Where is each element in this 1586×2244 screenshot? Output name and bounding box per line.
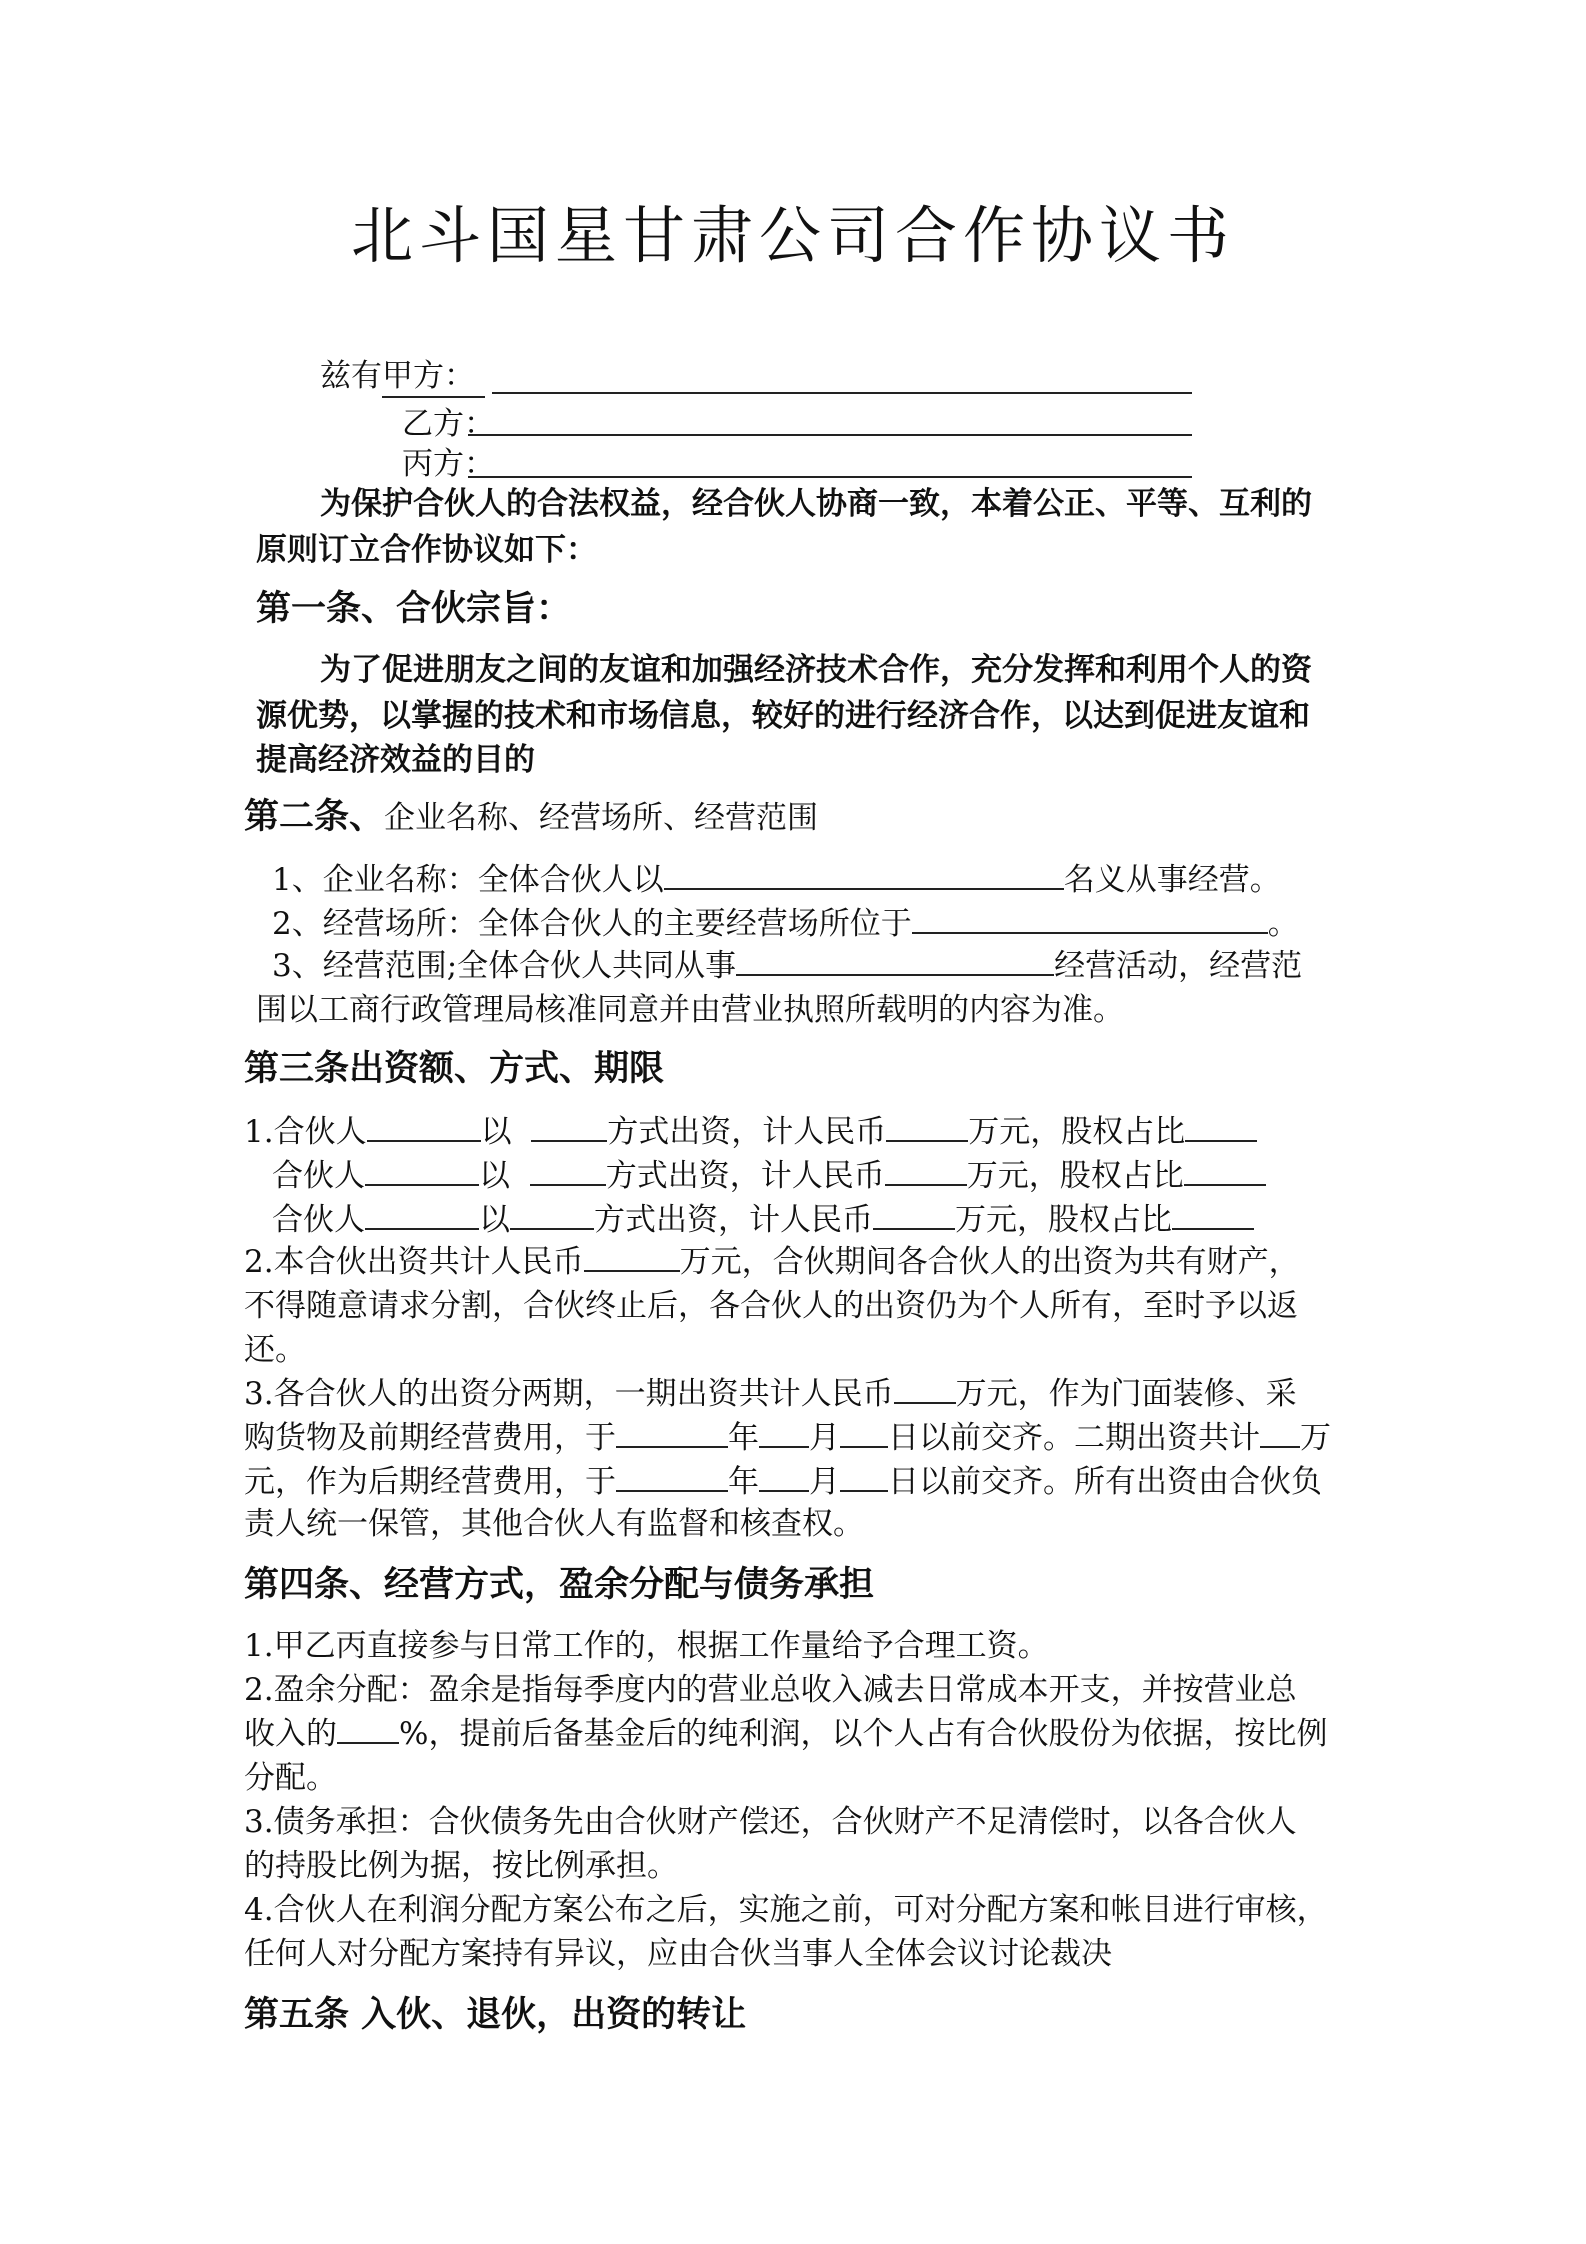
article-3-item-3-l3-b: 日以前交齐。所有出资由合伙负 <box>888 1464 1322 1500</box>
article-2-item-3-b: 经营活动，经营范 <box>1054 948 1303 984</box>
party-a-blank <box>492 392 1192 394</box>
party-b-line <box>402 404 495 444</box>
phase-2-year-blank <box>616 1460 728 1492</box>
phase-2-year: 年 <box>728 1464 759 1500</box>
preamble-line-1: 为保护合伙人的合法权益，经合伙人协商一致，本着公正、平等、互利的 <box>320 486 1312 522</box>
article-1-line-1: 为了促进朋友之间的友谊和加强经济技术合作，充分发挥和利用个人的资 <box>320 652 1312 688</box>
article-2-heading-sub: 企业名称、经营场所、经营范围 <box>384 800 819 836</box>
article-2-item-2 <box>272 900 1299 948</box>
row-2-with: 以 <box>479 1158 510 1194</box>
article-4-item-3-line-2: 的持股比例为据，按比例承担。 <box>244 1848 678 1884</box>
article-2-item-1-b: 名义从事经营。 <box>1063 862 1281 898</box>
total-amount-blank <box>584 1240 680 1272</box>
phase-1-month-blank <box>759 1416 809 1448</box>
party-b-label: 乙方： <box>402 406 495 442</box>
article-2-item-2-b: 。 <box>1267 906 1299 942</box>
row-2-partner: 合伙人 <box>272 1158 365 1194</box>
phase-1-month: 月 <box>809 1420 840 1456</box>
article-4-item-2-l2-b: %，提前后备基金后的纯利润，以个人占有合伙股份为依据，按比例 <box>399 1716 1328 1752</box>
article-3-item-3 <box>244 1370 1297 1418</box>
article-4-item-1: 1.甲乙丙直接参与日常工作的，根据工作量给予合理工资。 <box>244 1628 1049 1664</box>
business-scope-blank <box>736 944 1054 976</box>
row-1-partner: 合伙人 <box>273 1114 367 1150</box>
article-1-heading: 第一条、合伙宗旨： <box>256 588 572 629</box>
article-4-heading: 第四条、经营方式，盈余分配与债务承担 <box>244 1564 875 1605</box>
party-b-blank <box>468 434 1192 436</box>
article-3-item-2-line-3: 还。 <box>244 1332 306 1368</box>
row-3-partner: 合伙人 <box>272 1202 365 1238</box>
phase-1-amount-blank <box>894 1372 956 1404</box>
party-c-line <box>402 444 495 484</box>
party-c-blank <box>468 476 1192 478</box>
article-3-item-2 <box>244 1238 1300 1286</box>
article-2-item-3-line-2: 围以工商行政管理局核准同意并由营业执照所载明的内容为准。 <box>256 992 1124 1028</box>
contribution-row-1 <box>244 1108 1257 1156</box>
row-2-wan: 万元，股权占比 <box>966 1158 1184 1194</box>
article-1-line-2: 源优势，以掌握的技术和市场信息，较好的进行经济合作，以达到促进友谊和 <box>256 698 1310 734</box>
phase-2-day-blank <box>840 1460 888 1492</box>
row-1-partner-blank <box>367 1110 481 1142</box>
article-2-item-3 <box>272 942 1302 990</box>
article-5-heading: 第五条 入伙、退伙，出资的转让 <box>244 1994 747 2035</box>
revenue-percent-blank <box>337 1712 399 1744</box>
article-3-item-3-l3-a: 元，作为后期经营费用，于 <box>244 1464 616 1500</box>
article-2-heading-num: 第二条、 <box>244 796 385 837</box>
article-3-item-3-line-4: 责人统一保管，其他合伙人有监督和核查权。 <box>244 1506 864 1542</box>
party-a-label: 甲方： <box>382 358 475 394</box>
business-name-blank <box>664 858 1064 890</box>
phase-2-month: 月 <box>809 1464 840 1500</box>
row-1-method-blank <box>531 1110 607 1142</box>
article-3-item-3-l2-b: 日以前交齐。二期出资共计 <box>888 1420 1260 1456</box>
phase-1-year: 年 <box>728 1420 759 1456</box>
article-3-item-3-line-2 <box>244 1414 1331 1462</box>
article-4-item-2-l2-a: 收入的 <box>244 1716 337 1752</box>
phase-1-day-blank <box>840 1416 888 1448</box>
party-a-line <box>320 356 485 398</box>
article-3-item-2-line-2: 不得随意请求分割，合伙终止后，各合伙人的出资仍为个人所有，至时予以返 <box>244 1288 1298 1324</box>
article-2-item-2-a: 2、经营场所：全体合伙人的主要经营场所位于 <box>272 906 912 942</box>
row-1-with: 以 <box>480 1114 512 1150</box>
article-2-heading <box>244 792 818 843</box>
page-title: 北斗国星甘肃公司合作协议书 <box>350 199 1235 272</box>
article-3-item-3-l2-a: 购货物及前期经营费用，于 <box>244 1420 616 1456</box>
article-1-line-3: 提高经济效益的目的 <box>256 742 535 778</box>
contribution-row-3 <box>272 1196 1254 1244</box>
preamble-line-2: 原则订立合作协议如下： <box>256 532 597 568</box>
row-1-share-blank <box>1185 1110 1257 1142</box>
row-3-method-blank <box>510 1198 594 1230</box>
row-3-method: 方式出资，计人民币 <box>594 1202 873 1238</box>
article-4-item-4-line-1: 4.合伙人在利润分配方案公布之后，实施之前，可对分配方案和帐目进行审核， <box>244 1892 1328 1928</box>
row-2-share-blank <box>1184 1154 1266 1186</box>
row-2-method: 方式出资，计人民币 <box>605 1158 885 1194</box>
row-2-partner-blank <box>365 1154 479 1186</box>
row-2-method-blank <box>530 1154 606 1186</box>
article-3-item-3-b: 万元，作为门面装修、采 <box>955 1376 1297 1412</box>
row-3-wan: 万元，股权占比 <box>955 1202 1172 1238</box>
row-1-method: 方式出资，计人民币 <box>607 1114 887 1150</box>
article-4-item-2-line-1: 2.盈余分配：盈余是指每季度内的营业总收入减去日常成本开支，并按营业总 <box>244 1672 1297 1708</box>
article-4-item-3-line-1: 3.债务承担：合伙债务先由合伙财产偿还，合伙财产不足清偿时，以各合伙人 <box>244 1804 1297 1840</box>
intro-text: 兹有 <box>320 358 382 394</box>
phase-2-amount-blank <box>1260 1416 1300 1448</box>
article-3-item-3-l2-c: 万 <box>1300 1420 1331 1456</box>
row-3-share-blank <box>1172 1198 1254 1230</box>
article-4-item-2-line-2 <box>244 1710 1327 1758</box>
article-3-item-3-a: 3.各合伙人的出资分两期，一期出资共计人民币 <box>244 1376 894 1412</box>
article-3-item-2-a: 2.本合伙出资共计人民币 <box>244 1244 584 1280</box>
row-3-with: 以 <box>479 1202 510 1238</box>
article-3-item-2-b: 万元，合伙期间各合伙人的出资为共有财产， <box>679 1244 1300 1280</box>
article-2-item-1-a: 1、企业名称：全体合伙人以 <box>272 862 664 898</box>
business-place-blank <box>912 902 1268 934</box>
row-2-amount-blank <box>885 1154 967 1186</box>
article-3-item-3-line-3 <box>244 1458 1322 1506</box>
party-c-label: 丙方： <box>402 446 495 482</box>
article-2-item-1 <box>272 856 1281 904</box>
article-2-item-3-a: 3、经营范围;全体合伙人共同从事 <box>272 948 737 984</box>
row-3-partner-blank <box>365 1198 479 1230</box>
article-3-heading: 第三条出资额、方式、期限 <box>244 1048 665 1089</box>
article-4-item-4-line-2: 任何人对分配方案持有异议，应由合伙当事人全体会议讨论裁决 <box>244 1936 1112 1972</box>
row-1-amount-blank <box>886 1110 968 1142</box>
row-1-wan: 万元，股权占比 <box>968 1114 1186 1150</box>
row-3-amount-blank <box>873 1198 955 1230</box>
phase-1-year-blank <box>616 1416 728 1448</box>
article-4-item-2-line-3: 分配。 <box>244 1760 337 1796</box>
contribution-row-2 <box>272 1152 1266 1200</box>
row-1-prefix: 1. <box>244 1114 274 1150</box>
phase-2-month-blank <box>759 1460 809 1492</box>
